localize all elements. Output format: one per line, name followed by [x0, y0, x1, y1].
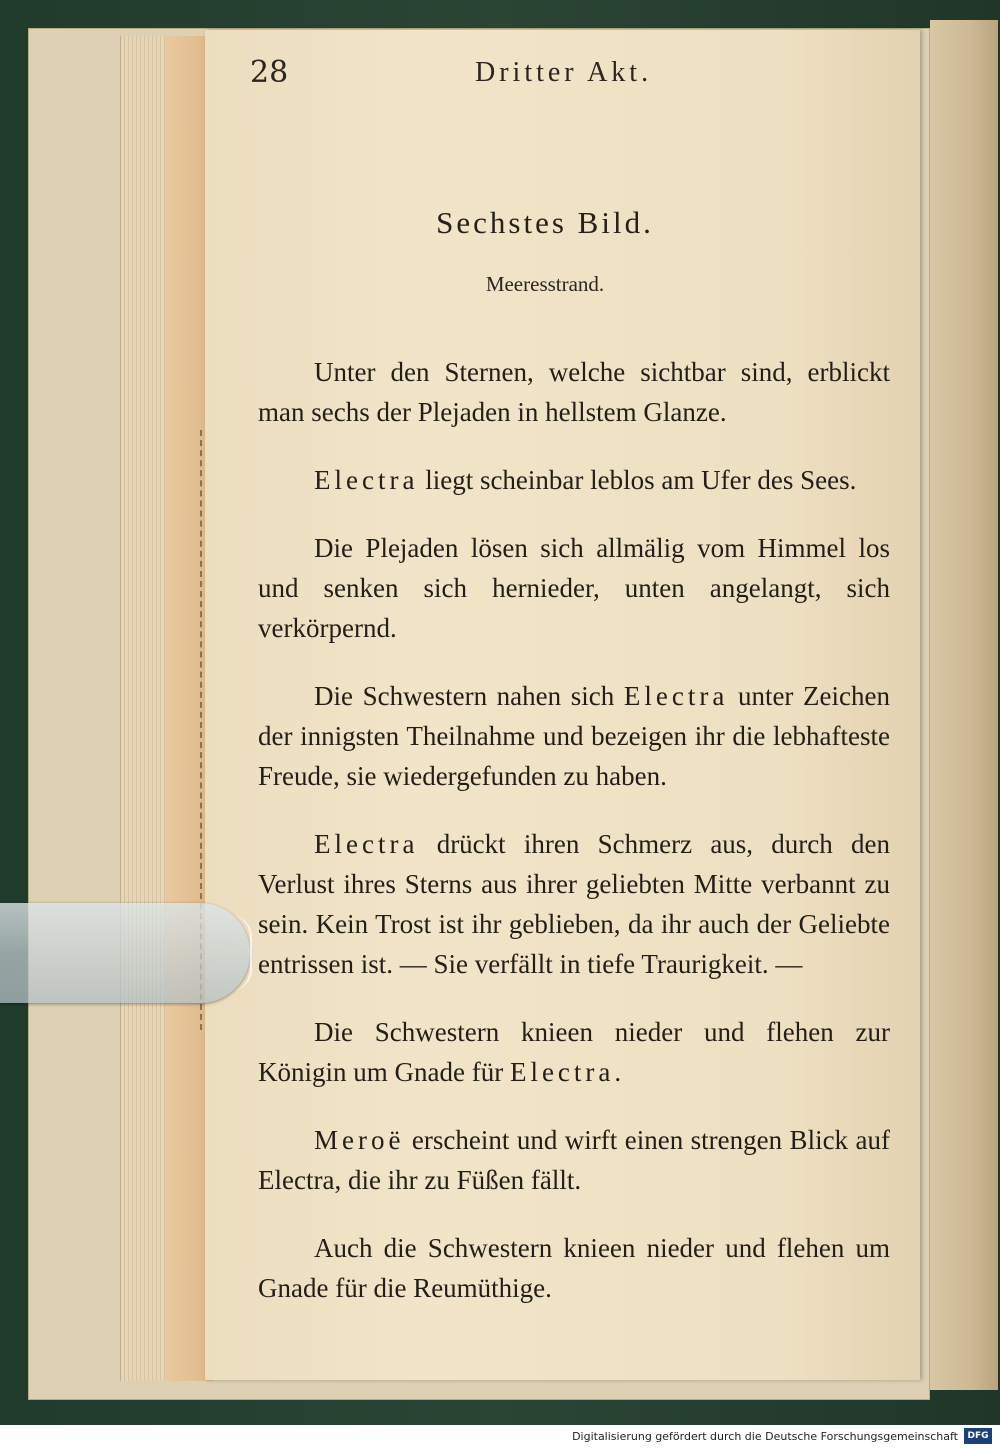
paragraph	[258, 460, 890, 500]
paragraph	[258, 1228, 890, 1308]
section-subtitle: Meeresstrand.	[485, 272, 605, 296]
paragraph	[258, 1120, 890, 1200]
paragraph	[258, 528, 890, 648]
paragraph-text-after: drückt ihren Schmerz aus, durch den Verlust ihres Sterns aus ihrer geliebten Mitte verbannt zu sein. Kein Trost ist ihr geblieben, da ihr auch der Geliebte entrissen ist. — Sie verfällt in tiefe Traurigkeit. —	[258, 829, 890, 979]
paragraph-text-after: liegt scheinbar leblos am Ufer des Sees.	[418, 465, 857, 495]
paragraph-text-after: unter Zeichen der innigsten Theilnahme und bezeigen ihr die lebhafteste Freude, sie wiedergefunden zu haben.	[258, 681, 890, 791]
dfg-logo-icon: DFG	[964, 1428, 992, 1444]
paragraph-name: Electra	[509, 1057, 615, 1087]
body-text	[258, 352, 890, 1336]
paragraph	[258, 824, 890, 984]
paragraph-name: Electra	[314, 465, 419, 495]
paragraph-name: Electra	[623, 681, 729, 711]
page-holder-ruler	[0, 903, 250, 1003]
paragraph-text: Die Plejaden lösen sich allmälig vom Himmel los und senken sich hernieder, unten angelangt, sich verkörpernd.	[258, 533, 890, 643]
paragraph-name: Meroë	[314, 1125, 405, 1155]
paragraph-text: Auch die Schwestern knieen nieder und flehen um Gnade für die Reumüthige.	[258, 1233, 890, 1303]
paragraph-text-after: erscheint und wirft einen strengen Blick auf Electra, die ihr zu Füßen fällt.	[258, 1125, 890, 1195]
page-number: 28	[250, 55, 289, 90]
paragraph	[258, 352, 890, 432]
section-title: Sechstes Bild.	[436, 205, 654, 240]
paragraph	[258, 1012, 890, 1092]
running-head	[250, 55, 890, 95]
act-title: Dritter Akt.	[475, 57, 653, 88]
footer-credit: Digitalisierung gefördert durch die Deutsche Forschungsgemeinschaft	[572, 1430, 958, 1443]
paragraph	[258, 676, 890, 796]
paragraph-name: Electra	[314, 829, 419, 859]
paragraph-text-after: .	[614, 1057, 622, 1087]
paragraph-text: Die Schwestern nahen sich	[314, 681, 624, 711]
paragraph-text: Die Schwestern knieen nieder und flehen zur Königin um Gnade für	[258, 1017, 890, 1087]
paragraph-text: Unter den Sternen, welche sichtbar sind, erblickt man sechs der Plejaden in hellstem Glanze.	[258, 357, 890, 427]
ruler-highlight	[230, 915, 252, 991]
